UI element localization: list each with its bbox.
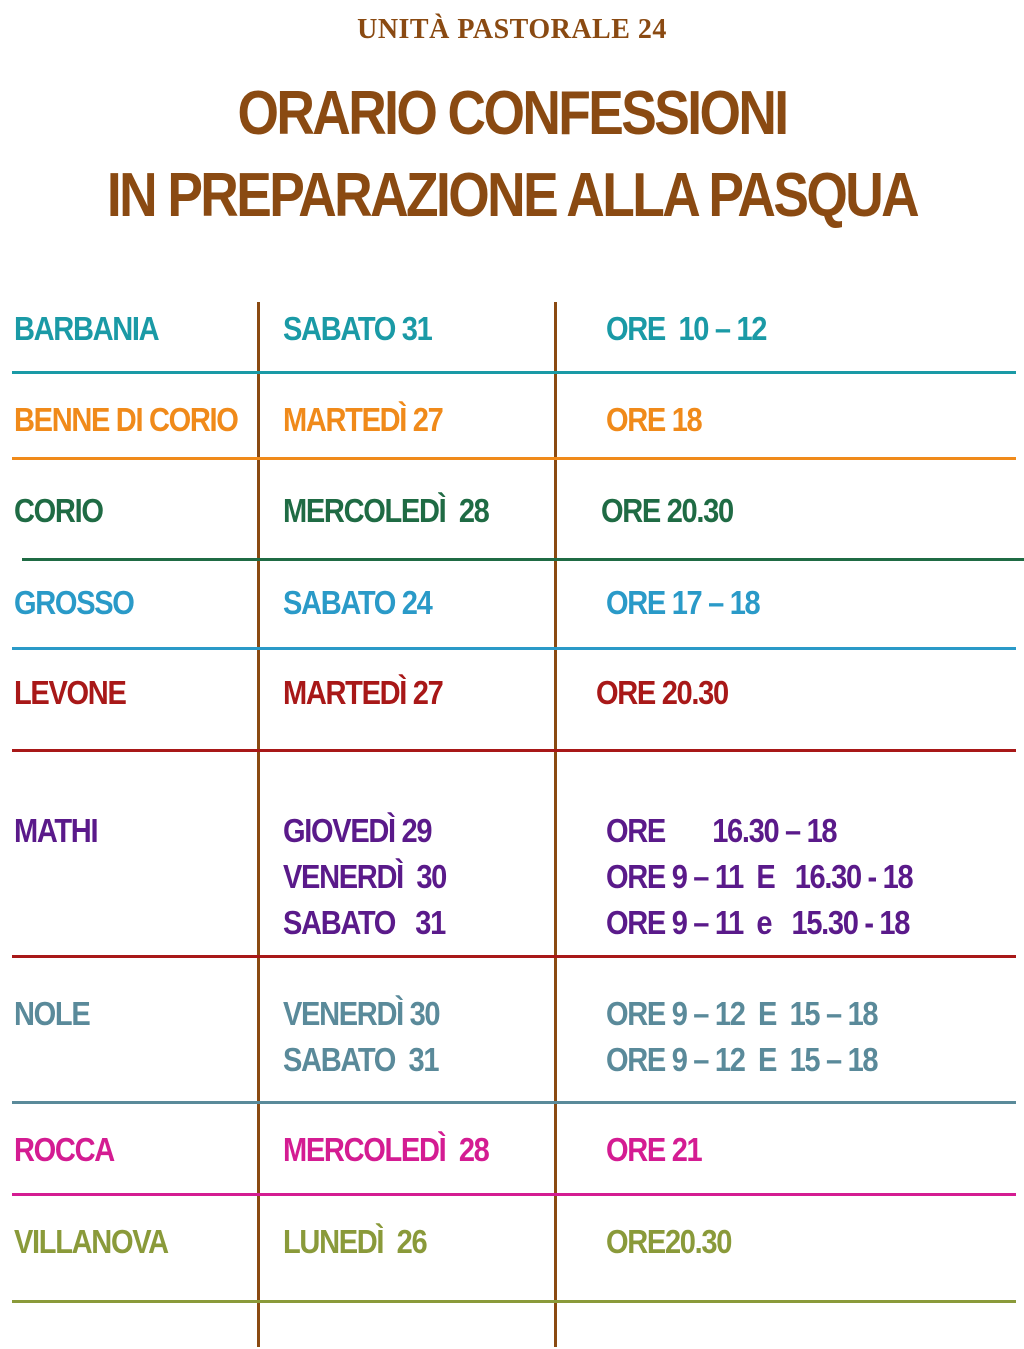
time-cell (601, 488, 733, 534)
day-cell (283, 1219, 426, 1265)
day-label: MERCOLEDÌ 28 (283, 1131, 489, 1168)
day-cell (283, 1127, 489, 1173)
time-label: ORE 17 – 18 (606, 584, 760, 621)
time-label: ORE20.30 (606, 1223, 732, 1260)
row-separator (22, 558, 1024, 561)
unit-subtitle: UNITÀ PASTORALE 24 (357, 14, 667, 45)
place-label: GROSSO (14, 584, 134, 621)
time-label: ORE 9 – 11 E 16.30 - 18 (606, 858, 913, 895)
row-separator (12, 1300, 1016, 1303)
day-cell (283, 991, 439, 1083)
day-label: SABATO 31 (283, 1041, 439, 1078)
place-label: BENNE DI CORIO (14, 401, 238, 438)
row-separator (12, 371, 1016, 374)
time-label: ORE 9 – 12 E 15 – 18 (606, 1041, 878, 1078)
place-label: ROCCA (14, 1131, 114, 1168)
time-label: ORE 9 – 12 E 15 – 18 (606, 995, 878, 1032)
time-label: ORE 10 – 12 (606, 310, 767, 347)
time-cell (606, 580, 759, 626)
row-separator (12, 1193, 1016, 1196)
time-cell (606, 1219, 731, 1265)
day-label: SABATO 24 (283, 584, 432, 621)
time-label: ORE 20.30 (596, 674, 728, 711)
day-label: MARTEDÌ 27 (283, 401, 443, 438)
place-label: NOLE (14, 995, 90, 1032)
place-label: MATHI (14, 812, 98, 849)
row-separator (12, 749, 1016, 752)
time-label: ORE 20.30 (601, 492, 733, 529)
page-title-line-1: ORARIO CONFESSIONI (237, 79, 787, 148)
place-label: BARBANIA (14, 310, 159, 347)
time-cell (606, 1127, 701, 1173)
place-label: LEVONE (14, 674, 126, 711)
place-label: CORIO (14, 492, 103, 529)
day-label: LUNEDÌ 26 (283, 1223, 427, 1260)
place-label: VILLANOVA (14, 1223, 168, 1260)
time-label: ORE 21 (606, 1131, 702, 1168)
time-cell (606, 306, 766, 352)
day-label: SABATO 31 (283, 310, 432, 347)
row-separator (12, 1101, 1016, 1104)
day-cell (283, 670, 442, 716)
day-cell (283, 397, 442, 443)
day-label: GIOVEDÌ 29 (283, 812, 432, 849)
row-separator (12, 647, 1016, 650)
time-cell (606, 808, 912, 946)
day-label: SABATO 31 (283, 904, 445, 941)
time-cell (596, 670, 728, 716)
day-cell (283, 808, 446, 946)
day-cell (283, 488, 489, 534)
page-title-line-2: IN PREPARAZIONE ALLA PASQUA (106, 161, 918, 230)
day-cell (283, 580, 431, 626)
day-label: VENERDÌ 30 (283, 858, 447, 895)
day-cell (283, 306, 431, 352)
time-cell (606, 397, 701, 443)
row-separator (12, 457, 1016, 460)
day-label: VENERDÌ 30 (283, 995, 440, 1032)
day-label: MARTEDÌ 27 (283, 674, 443, 711)
time-label: ORE 18 (606, 401, 702, 438)
time-cell (606, 991, 877, 1083)
time-label: ORE 16.30 – 18 (606, 812, 837, 849)
day-label: MERCOLEDÌ 28 (283, 492, 489, 529)
time-label: ORE 9 – 11 e 15.30 - 18 (606, 904, 910, 941)
row-separator (12, 955, 1016, 958)
